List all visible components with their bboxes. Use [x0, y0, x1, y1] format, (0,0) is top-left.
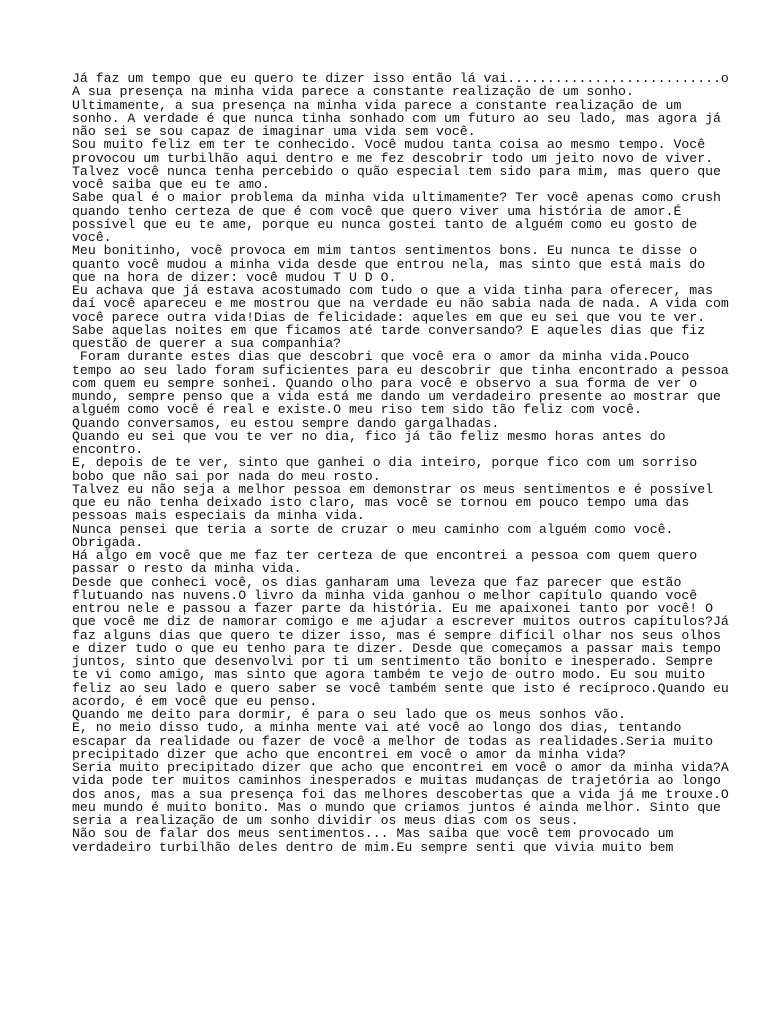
- text-line: flutuando nas nuvens.O livro da minha vida ganhou o melhor capítulo quando você: [72, 587, 698, 603]
- text-line: Desde que conheci você, os dias ganharam uma leveza que faz parecer que estão: [72, 574, 682, 590]
- text-line: Quando me deito para dormir, é para o seu lado que os meus sonhos vão.: [72, 707, 626, 722]
- text-line: juntos, sinto que desenvolvi por ti um sentimento tão bonito e inesperado. Sempre: [72, 654, 714, 669]
- text-line: meu mundo é muito bonito. Mas o mundo que criamos juntos é ainda melhor. Sinto que: [72, 799, 721, 815]
- text-line: acordo, é em você que eu penso.: [72, 693, 318, 709]
- text-line: quanto você mudou a minha vida desde que entrou nela, mas sinto que está mais do: [72, 256, 706, 272]
- text-line: Meu bonitinho, você provoca em mim tantos sentimentos bons. Eu nunca te disse o: [72, 243, 698, 259]
- text-line: Ultimamente, a sua presença na minha vida parece a constante realização de um: [72, 97, 682, 113]
- text-line: que eu não tenha deixado isto claro, mas você se tornou em pouco tempo uma das: [72, 495, 690, 510]
- text-line: tempo ao seu lado foram suficientes para eu descobrir que tinha encontrado a pessoa: [72, 362, 729, 378]
- text-line: seria a realização de um sonho dividir os meus dias com os seus.: [72, 813, 579, 828]
- text-line: quando tenho certeza de que é com você que quero viver uma história de amor.É: [72, 203, 682, 219]
- text-line: precipitado dizer que acho que encontrei em você o amor da minha vida?: [72, 746, 626, 762]
- text-line: questão de querer a sua companhia?: [72, 336, 342, 351]
- document-body: [72, 71, 729, 855]
- text-line: Obrigada.: [72, 534, 144, 550]
- text-line: possível que eu te ame, porque eu nunca gostei tanto de alguém como eu gosto de: [72, 216, 698, 232]
- text-line: com quem eu sempre sonhei. Quando olho para você e observo a sua forma de ver o: [72, 375, 698, 391]
- text-line: verdadeiro turbilhão deles dentro de mim.Eu sempre senti que vivia muito bem: [72, 839, 674, 855]
- text-line: não sei se sou capaz de imaginar uma vida sem você.: [72, 124, 476, 139]
- text-line: te vi como amigo, mas sinto que agora também te vejo de outro modo. Eu sou muito: [72, 667, 706, 683]
- text-line: Foram durante estes dias que descobri que você era o amor da minha vida.Pouco: [72, 349, 690, 365]
- text-line: encontro.: [72, 442, 144, 457]
- text-line: provocou um turbilhão aqui dentro e me fez descobrir todo um jeito novo de viver.: [72, 150, 714, 166]
- text-line: Sabe qual é o maior problema da minha vida ultimamente? Ter você apenas como crush: [72, 190, 721, 206]
- text-line: que você me diz de namorar comigo e me ajudar a escrever muitos outros capítulos?Já: [72, 614, 729, 630]
- text-line: você parece outra vida!Dias de felicidade: aqueles em que eu sei que vou te ver.: [72, 309, 706, 325]
- text-line: você saiba que eu te amo.: [72, 177, 270, 192]
- text-line: Eu achava que já estava acostumado com tudo o que a vida tinha para oferecer, mas: [72, 283, 714, 298]
- text-line: Talvez eu não seja a melhor pessoa em demonstrar os meus sentimentos e é possível: [72, 481, 714, 497]
- text-line: entrou nele e passou a fazer parte da história. Eu me apaixonei tanto por você! O: [72, 601, 714, 616]
- text-line: e dizer tudo o que eu tenho para te dizer. Desde que começamos a passar mais tempo: [72, 640, 721, 656]
- text-line: Quando eu sei que vou te ver no dia, fico já tão feliz mesmo horas antes do: [72, 428, 666, 444]
- text-line: sonho. A verdade é que nunca tinha sonhado com um futuro ao seu lado, mas agora já: [72, 110, 721, 126]
- text-line: passar o resto da minha vida.: [72, 561, 302, 577]
- text-line: Nunca pensei que teria a sorte de cruzar o meu caminho com alguém como você.: [72, 521, 674, 537]
- text-line: Sou muito feliz em ter te conhecido. Você mudou tanta coisa ao mesmo tempo. Você: [72, 137, 706, 153]
- text-line: E, depois de te ver, sinto que ganhei o dia inteiro, porque fico com um sorriso: [72, 455, 698, 471]
- text-line: vida pode ter muitos caminhos inesperados e muitas mudanças de trajetória ao longo: [72, 773, 721, 789]
- text-line: alguém como você é real e existe.O meu riso tem sido tão feliz com você.: [72, 402, 642, 418]
- text-line: Talvez você nunca tenha percebido o quão especial tem sido para mim, mas quero que: [72, 163, 721, 179]
- text-line: daí você apareceu e me mostrou que na verdade eu não sabia nada de nada. A vida com: [72, 296, 729, 312]
- text-line: Há algo em você que me faz ter certeza de que encontrei a pessoa com quem quero: [72, 548, 698, 563]
- text-line: bobo que não sai por nada do meu rosto.: [72, 468, 381, 484]
- text-line: Quando conversamos, eu estou sempre dando gargalhadas.: [72, 415, 500, 431]
- text-line: escapar da realidade ou fazer de você a melhor de todas as realidades.Seria muito: [72, 733, 714, 749]
- text-line: pessoas mais especiais da minha vida.: [72, 508, 365, 524]
- text-line: Sabe aquelas noites em que ficamos até tarde conversando? E aqueles dias que fiz: [72, 322, 706, 338]
- text-line: Não sou de falar dos meus sentimentos... Mas saiba que você tem provocado um: [72, 826, 674, 842]
- text-line: que na hora de dizer: você mudou T U D O.: [72, 269, 397, 285]
- text-line: faz alguns dias que quero te dizer isso, mas é sempre difícil olhar nos seus olhos: [72, 627, 721, 643]
- text-line: E, no meio disso tudo, a minha mente vai até você ao longo dos dias, tentando: [72, 720, 682, 736]
- text-line: Seria muito precipitado dizer que acho que encontrei em você o amor da minha vida?A: [72, 760, 729, 775]
- text-line: mundo, sempre penso que a vida está me dando um verdadeiro presente ao mostrar que: [72, 389, 721, 404]
- text-line: dos anos, mas a sua presença foi das melhores descobertas que a vida já me trouxe.O: [72, 786, 729, 802]
- text-line: Já faz um tempo que eu quero te dizer isso então lá vai...........................o: [72, 71, 729, 86]
- text-line: você.: [72, 230, 112, 245]
- text-line: feliz ao seu lado e quero saber se você também sente que isto é recíproco.Quando eu: [72, 680, 729, 696]
- text-line: A sua presença na minha vida parece a constante realização de um sonho.: [72, 84, 634, 100]
